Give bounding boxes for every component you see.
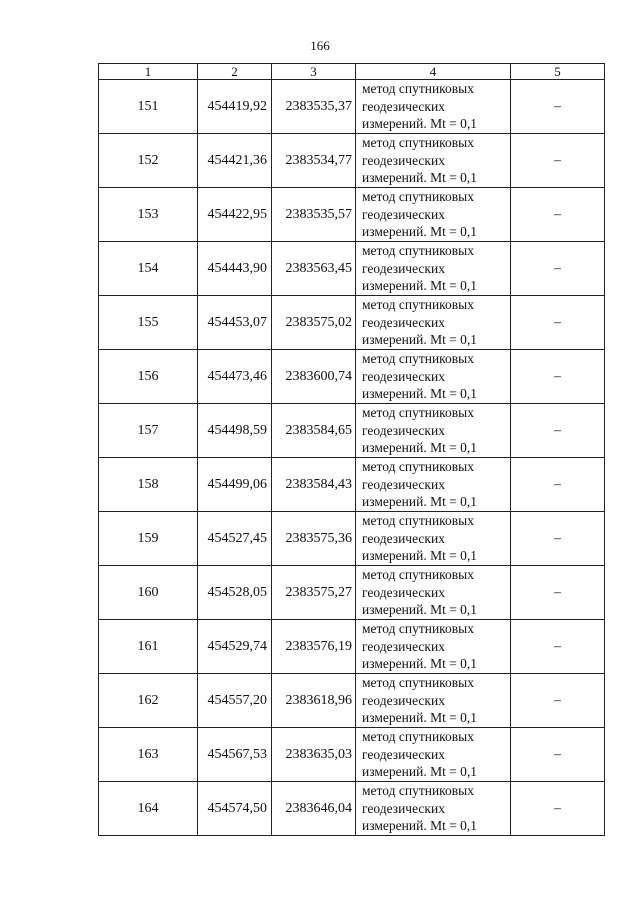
table-row (99, 728, 605, 782)
method-line: метод спутниковых (362, 567, 474, 583)
method-line: геодезических (362, 800, 445, 816)
x-coordinate-cell: 454527,45 (198, 512, 272, 566)
point-number-cell: 152 (99, 134, 198, 188)
x-coordinate-cell: 454443,90 (198, 242, 272, 296)
method-line: геодезических (362, 530, 445, 546)
method-cell (356, 404, 511, 458)
point-number-cell: 151 (99, 80, 198, 134)
x-coordinate-cell: 454529,74 (198, 620, 272, 674)
table-row (99, 674, 605, 728)
method-cell (356, 566, 511, 620)
method-line: геодезических (362, 98, 445, 114)
note-cell: – (511, 188, 605, 242)
table-row (99, 188, 605, 242)
note-cell: – (511, 512, 605, 566)
method-cell (356, 188, 511, 242)
method-line: геодезических (362, 206, 445, 222)
method-line: геодезических (362, 692, 445, 708)
table-body (99, 80, 605, 836)
column-header-4: 4 (356, 64, 511, 80)
method-line: геодезических (362, 422, 445, 438)
method-line: метод спутниковых (362, 783, 474, 799)
method-line: измерений. Mt = 0,1 (362, 224, 478, 240)
y-coordinate-cell: 2383535,37 (272, 80, 356, 134)
column-header-1: 1 (99, 64, 198, 80)
method-line: геодезических (362, 476, 445, 492)
note-cell: – (511, 80, 605, 134)
method-line: метод спутниковых (362, 243, 474, 259)
table-row (99, 242, 605, 296)
method-cell (356, 296, 511, 350)
method-line: метод спутниковых (362, 459, 474, 475)
point-number-cell: 160 (99, 566, 198, 620)
column-header-2: 2 (198, 64, 272, 80)
method-line: метод спутниковых (362, 729, 474, 745)
point-number-cell: 158 (99, 458, 198, 512)
method-line: геодезических (362, 368, 445, 384)
y-coordinate-cell: 2383618,96 (272, 674, 356, 728)
y-coordinate-cell: 2383646,04 (272, 782, 356, 836)
note-cell: – (511, 566, 605, 620)
page-number: 166 (310, 38, 330, 53)
y-coordinate-cell: 2383600,74 (272, 350, 356, 404)
table-row (99, 782, 605, 836)
x-coordinate-cell: 454574,50 (198, 782, 272, 836)
point-number-cell: 162 (99, 674, 198, 728)
point-number-cell: 154 (99, 242, 198, 296)
method-line: измерений. Mt = 0,1 (362, 602, 478, 618)
x-coordinate-cell: 454557,20 (198, 674, 272, 728)
method-cell (356, 782, 511, 836)
y-coordinate-cell: 2383635,03 (272, 728, 356, 782)
method-line: метод спутниковых (362, 675, 474, 691)
note-cell: – (511, 350, 605, 404)
method-cell (356, 674, 511, 728)
method-line: метод спутниковых (362, 297, 474, 313)
method-line: измерений. Mt = 0,1 (362, 818, 478, 834)
point-number-cell: 156 (99, 350, 198, 404)
y-coordinate-cell: 2383575,27 (272, 566, 356, 620)
method-line: измерений. Mt = 0,1 (362, 494, 478, 510)
header-row (99, 64, 605, 80)
point-number-cell: 155 (99, 296, 198, 350)
note-cell: – (511, 782, 605, 836)
coordinates-table (98, 63, 605, 836)
y-coordinate-cell: 2383534,77 (272, 134, 356, 188)
note-cell: – (511, 242, 605, 296)
point-number-cell: 163 (99, 728, 198, 782)
table-row (99, 458, 605, 512)
method-line: метод спутниковых (362, 189, 474, 205)
x-coordinate-cell: 454528,05 (198, 566, 272, 620)
table-row (99, 80, 605, 134)
method-line: измерений. Mt = 0,1 (362, 278, 478, 294)
method-line: геодезических (362, 314, 445, 330)
method-line: измерений. Mt = 0,1 (362, 332, 478, 348)
method-line: измерений. Mt = 0,1 (362, 764, 478, 780)
y-coordinate-cell: 2383576,19 (272, 620, 356, 674)
method-line: геодезических (362, 638, 445, 654)
method-cell (356, 620, 511, 674)
method-line: геодезических (362, 260, 445, 276)
method-line: измерений. Mt = 0,1 (362, 548, 478, 564)
method-cell (356, 458, 511, 512)
method-line: геодезических (362, 152, 445, 168)
y-coordinate-cell: 2383575,36 (272, 512, 356, 566)
table-row (99, 134, 605, 188)
method-line: метод спутниковых (362, 135, 474, 151)
x-coordinate-cell: 454421,36 (198, 134, 272, 188)
method-line: геодезических (362, 584, 445, 600)
method-line: измерений. Mt = 0,1 (362, 656, 478, 672)
method-line: измерений. Mt = 0,1 (362, 440, 478, 456)
x-coordinate-cell: 454498,59 (198, 404, 272, 458)
x-coordinate-cell: 454419,92 (198, 80, 272, 134)
note-cell: – (511, 458, 605, 512)
table-row (99, 566, 605, 620)
method-line: геодезических (362, 746, 445, 762)
table-row (99, 620, 605, 674)
x-coordinate-cell: 454567,53 (198, 728, 272, 782)
point-number-cell: 157 (99, 404, 198, 458)
y-coordinate-cell: 2383584,43 (272, 458, 356, 512)
x-coordinate-cell: 454473,46 (198, 350, 272, 404)
point-number-cell: 153 (99, 188, 198, 242)
point-number-cell: 164 (99, 782, 198, 836)
table-row (99, 404, 605, 458)
method-cell (356, 242, 511, 296)
y-coordinate-cell: 2383563,45 (272, 242, 356, 296)
method-line: измерений. Mt = 0,1 (362, 170, 478, 186)
note-cell: – (511, 404, 605, 458)
x-coordinate-cell: 454499,06 (198, 458, 272, 512)
method-cell (356, 80, 511, 134)
x-coordinate-cell: 454422,95 (198, 188, 272, 242)
y-coordinate-cell: 2383575,02 (272, 296, 356, 350)
y-coordinate-cell: 2383584,65 (272, 404, 356, 458)
method-line: метод спутниковых (362, 621, 474, 637)
note-cell: – (511, 728, 605, 782)
method-cell (356, 134, 511, 188)
table-row (99, 512, 605, 566)
table-row (99, 350, 605, 404)
column-header-5: 5 (511, 64, 605, 80)
y-coordinate-cell: 2383535,57 (272, 188, 356, 242)
method-line: метод спутниковых (362, 405, 474, 421)
method-line: измерений. Mt = 0,1 (362, 386, 478, 402)
note-cell: – (511, 620, 605, 674)
x-coordinate-cell: 454453,07 (198, 296, 272, 350)
method-cell (356, 512, 511, 566)
method-cell (356, 350, 511, 404)
note-cell: – (511, 134, 605, 188)
table-row (99, 296, 605, 350)
column-header-3: 3 (272, 64, 356, 80)
method-line: метод спутниковых (362, 81, 474, 97)
method-line: измерений. Mt = 0,1 (362, 710, 478, 726)
method-line: измерений. Mt = 0,1 (362, 116, 478, 132)
method-cell (356, 728, 511, 782)
note-cell: – (511, 674, 605, 728)
method-line: метод спутниковых (362, 513, 474, 529)
note-cell: – (511, 296, 605, 350)
point-number-cell: 161 (99, 620, 198, 674)
method-line: метод спутниковых (362, 351, 474, 367)
point-number-cell: 159 (99, 512, 198, 566)
